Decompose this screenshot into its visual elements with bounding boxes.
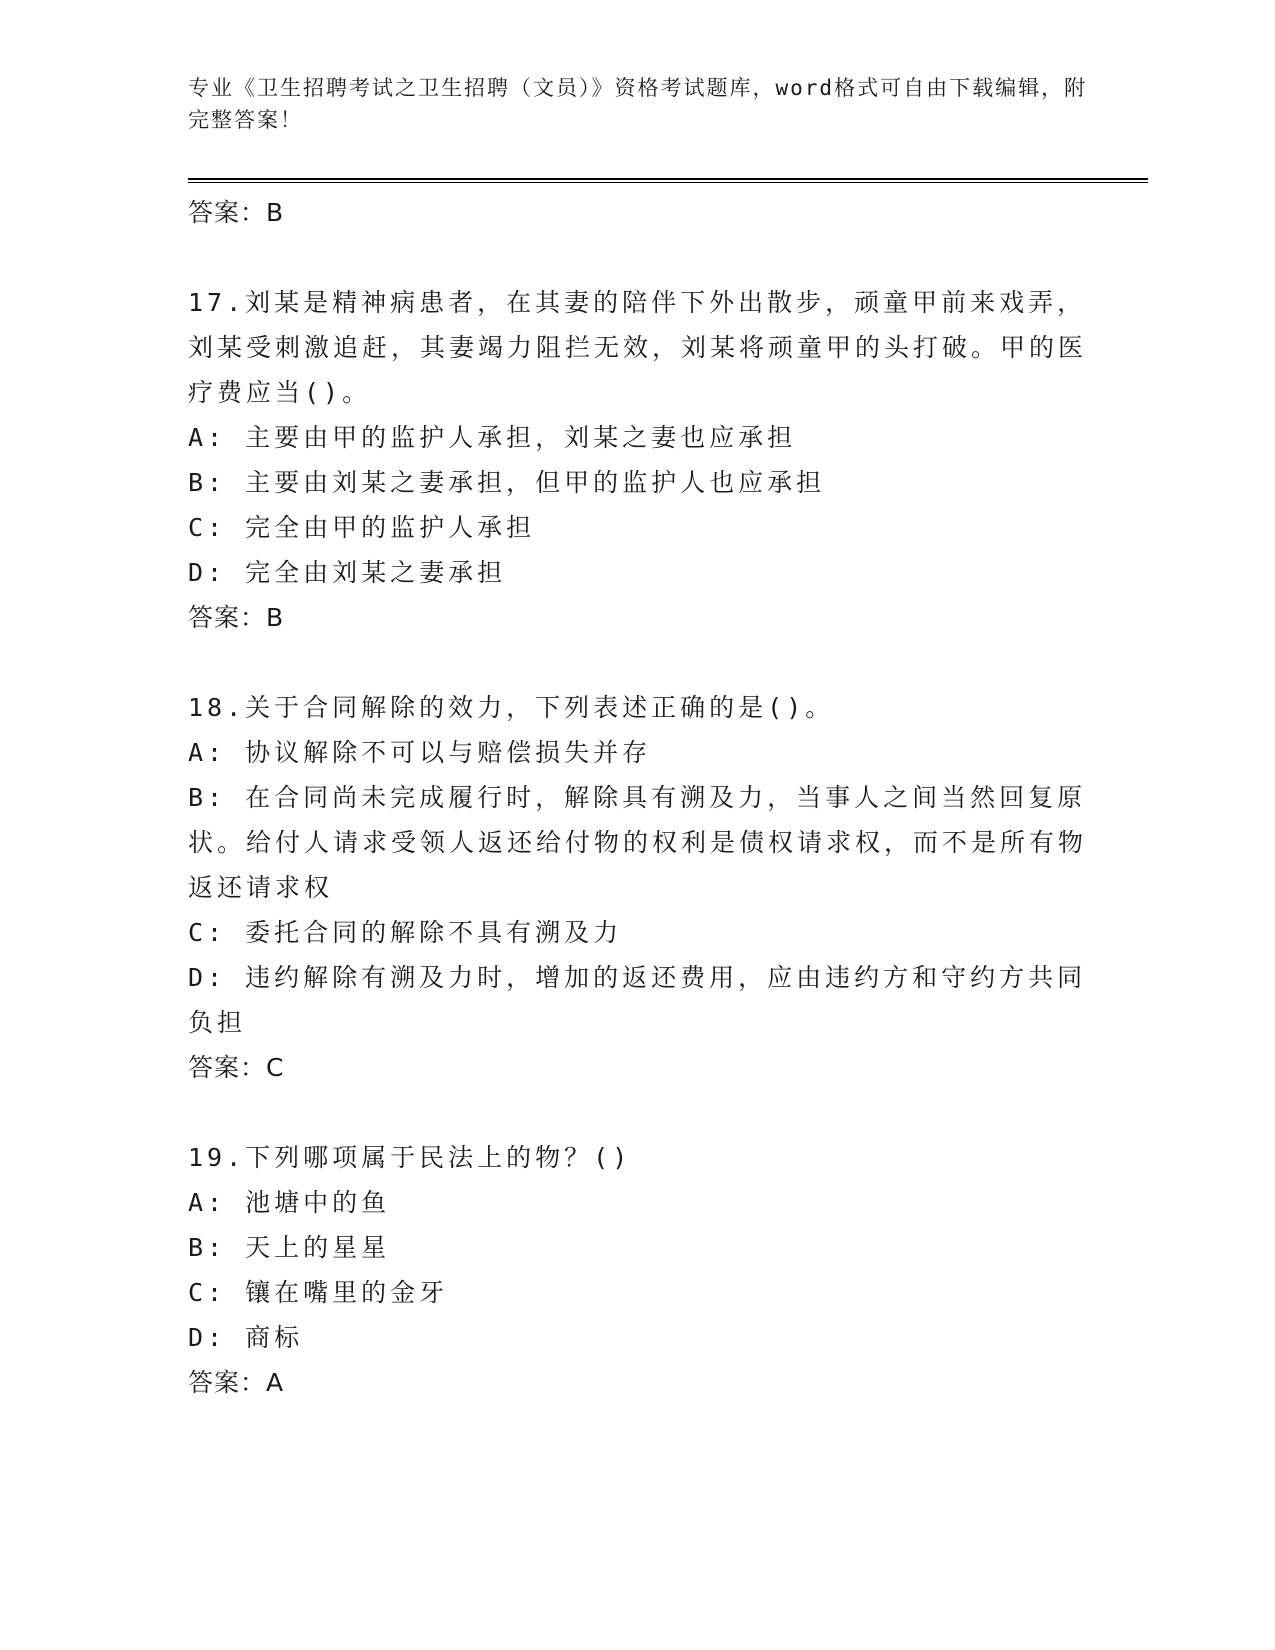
option-d: D: 违约解除有溯及力时，增加的返还费用，应由违约方和守约方共同负担	[188, 963, 1087, 1037]
question-18	[188, 685, 1088, 1091]
option-c: C: 委托合同的解除不具有溯及力	[188, 918, 623, 947]
answer-line: 答案：C	[188, 1053, 285, 1082]
question-19	[188, 1135, 1088, 1406]
answer-line: 答案：B	[188, 603, 285, 632]
question-17	[188, 280, 1088, 641]
option-b: B: 主要由刘某之妻承担，但甲的监护人也应承担	[188, 468, 826, 497]
document-body	[188, 190, 1088, 1406]
question-stem: 18.关于合同解除的效力，下列表述正确的是()。	[188, 693, 835, 722]
option-b: B: 在合同尚未完成履行时，解除具有溯及力，当事人之间当然回复原状。给付人请求受领人返还给付物的权利是债权请求权，而不是所有物返还请求权	[188, 783, 1088, 902]
option-a: A: 主要由甲的监护人承担，刘某之妻也应承担	[188, 423, 797, 452]
answer-line-16: 答案：B	[188, 198, 285, 227]
document-header	[188, 72, 1088, 136]
option-a: A: 池塘中的鱼	[188, 1188, 391, 1217]
option-d: D: 商标	[188, 1323, 304, 1352]
header-text: 专业《卫生招聘考试之卫生招聘（文员）》资格考试题库，word格式可自由下载编辑，附完整答案！	[188, 76, 1088, 132]
option-a: A: 协议解除不可以与赔偿损失并存	[188, 738, 652, 767]
header-divider	[188, 178, 1148, 180]
header-divider-thin	[188, 182, 1148, 183]
question-stem: 17.刘某是精神病患者，在其妻的陪伴下外出散步，顽童甲前来戏弄，刘某受刺激追赶，其妻竭力阻拦无效，刘某将顽童甲的头打破。甲的医疗费应当()。	[188, 288, 1088, 407]
option-c: C: 镶在嘴里的金牙	[188, 1278, 449, 1307]
answer-line: 答案：A	[188, 1368, 285, 1397]
option-b: B: 天上的星星	[188, 1233, 391, 1262]
question-stem: 19.下列哪项属于民法上的物？()	[188, 1143, 632, 1172]
option-c: C: 完全由甲的监护人承担	[188, 513, 536, 542]
option-d: D: 完全由刘某之妻承担	[188, 558, 507, 587]
